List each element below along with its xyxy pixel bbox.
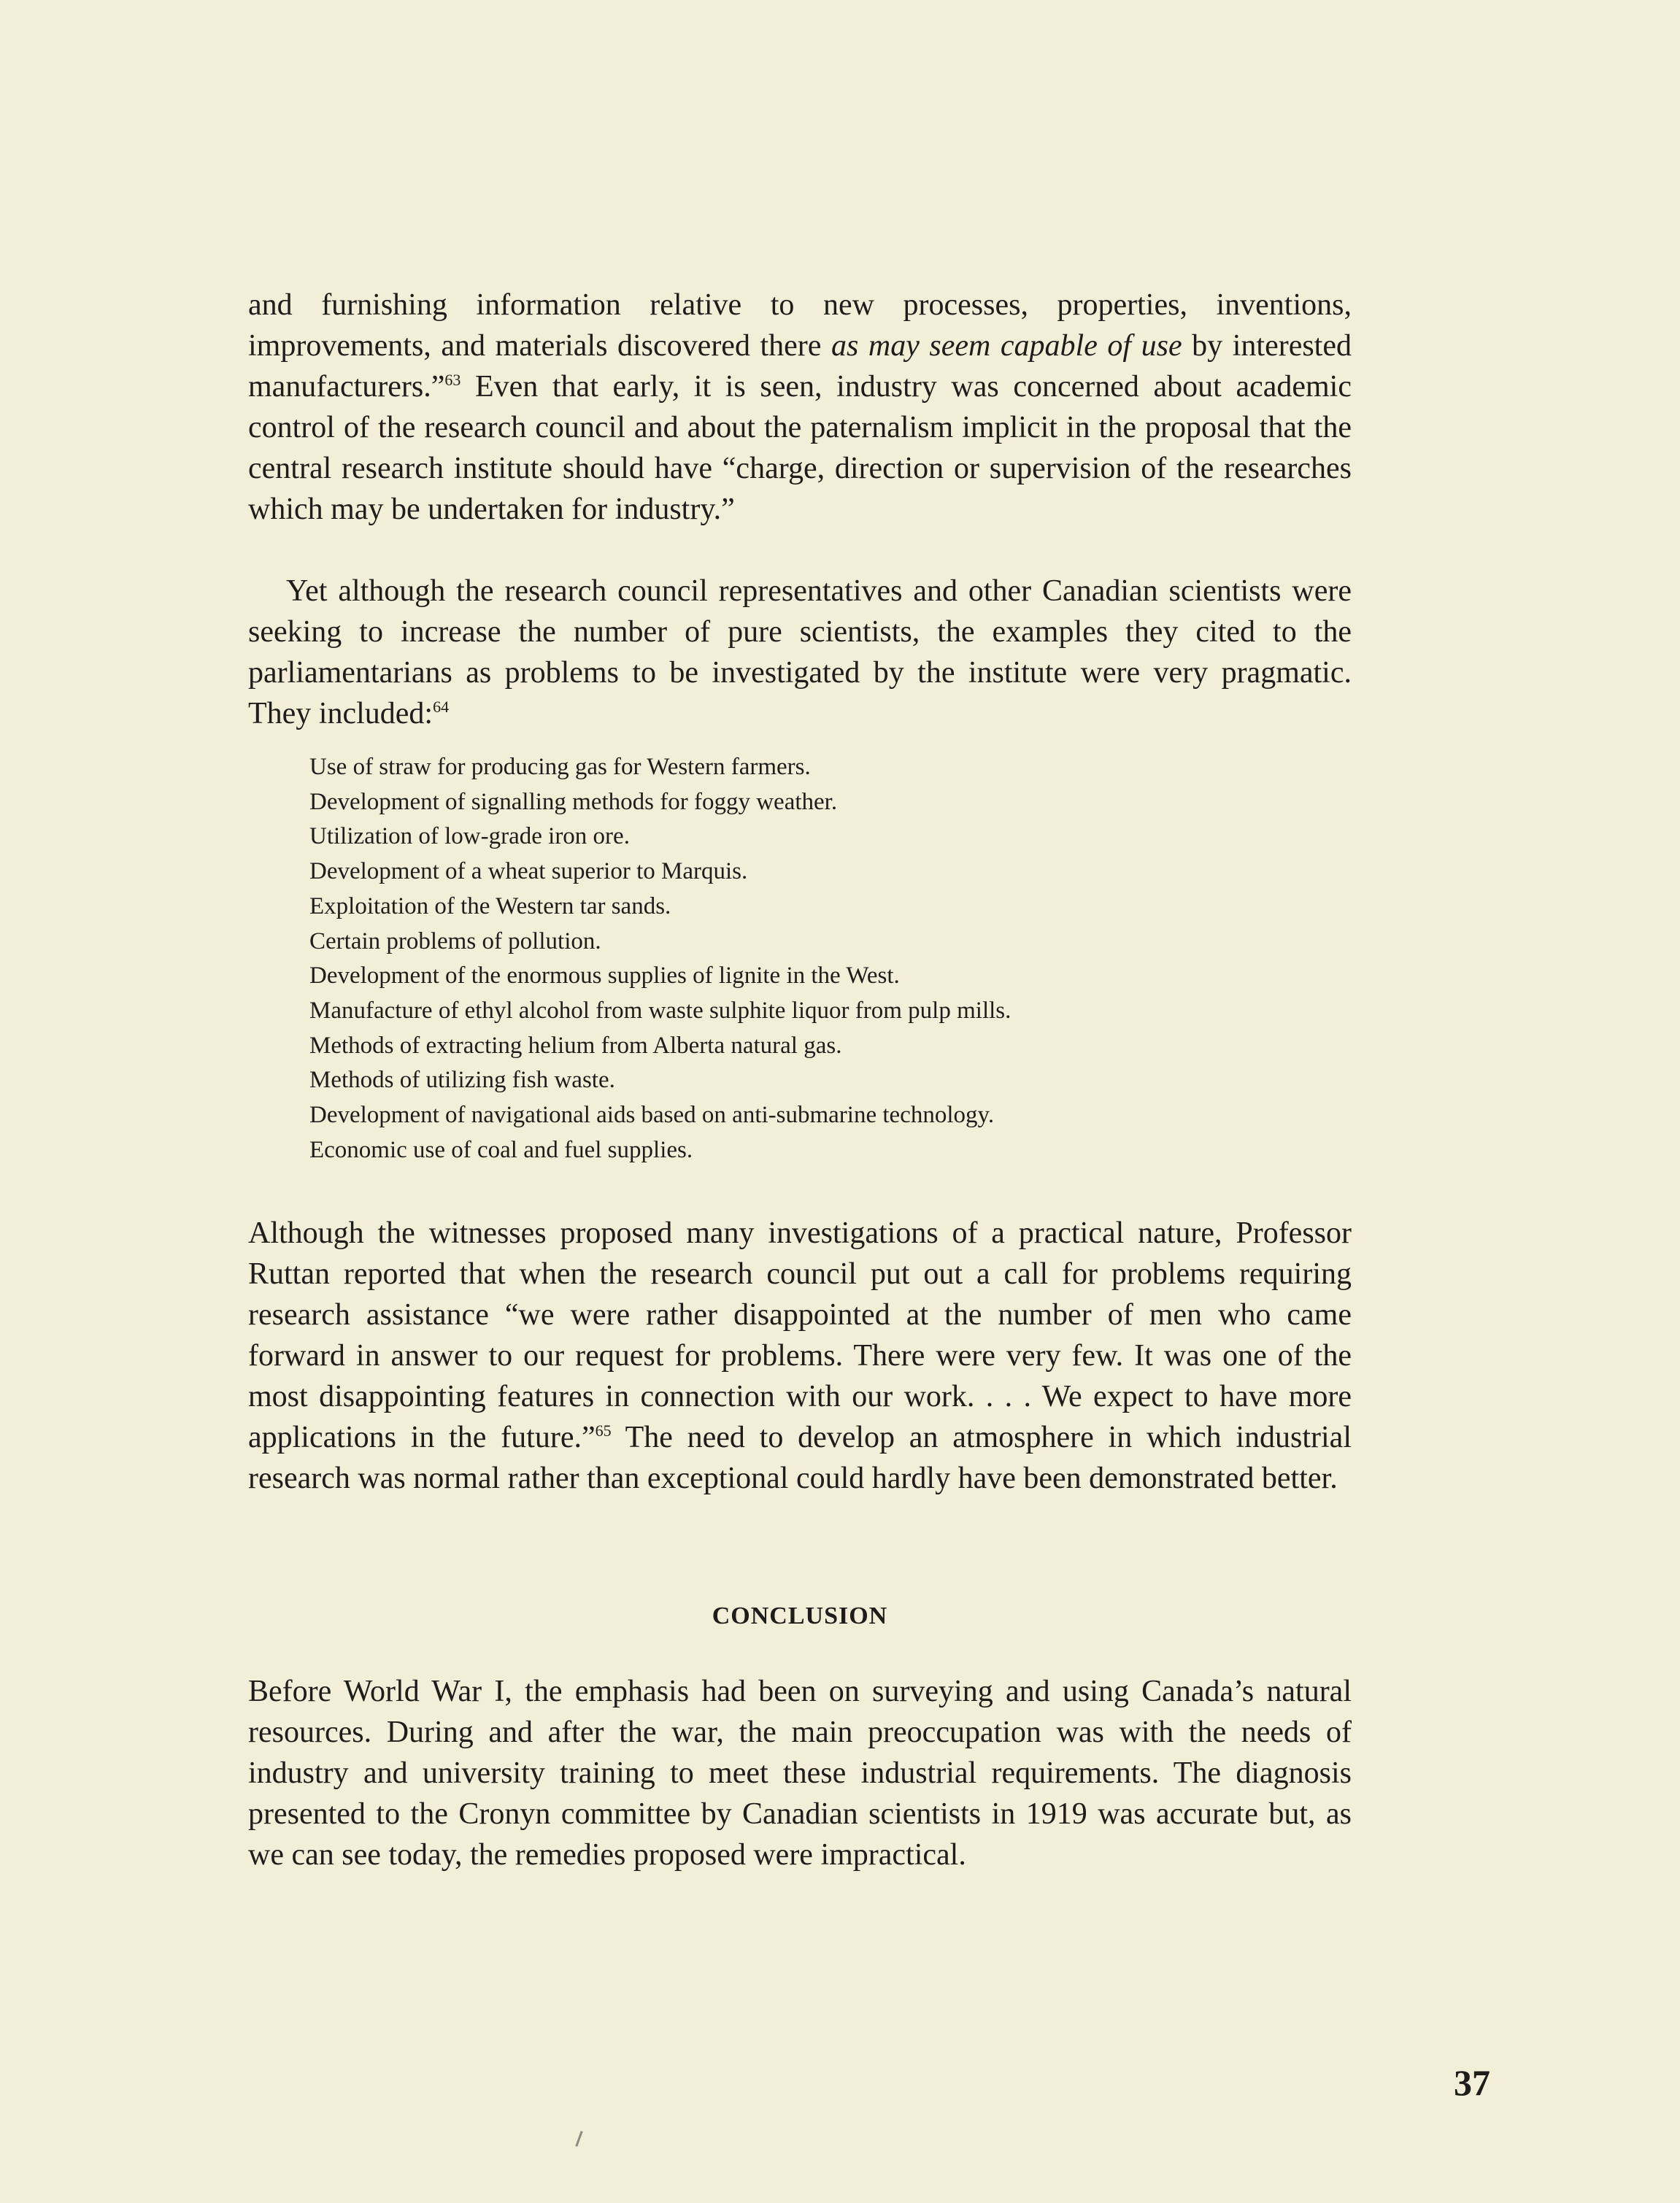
paragraph-1-text-cont: by interested manufacturers.” [248,329,1352,404]
list-item: Development of navigational aids based on anti-submarine technology. [309,1102,995,1129]
paragraph-1 [248,285,1352,530]
list-item: Development of signalling methods for foggy weather. [309,788,838,815]
paragraph-3-text-end: The need to develop an atmosphere in which industrial research was normal rather than exceptional could hardly have been demonstrated better. [248,1421,1352,1495]
paragraph-1-text-end: Even that early, it is seen, industry was concerned about academic control of the research council and about the paternalism implicit in the proposal that the central research institute should have “charge, direction or supervision of the researches which may be undertaken for industry.” [248,370,1352,526]
list-item: Development of a wheat superior to Marquis. [309,858,748,885]
paragraph-3 [248,1213,1352,1499]
list-item: Use of straw for producing gas for Western farmers. [309,754,811,780]
list-item: Utilization of low-grade iron ore. [309,823,630,850]
stray-pen-mark [575,2131,582,2147]
page-number: 37 [1454,2062,1490,2103]
paragraph-2 [248,571,1352,734]
problem-list [309,750,1011,1168]
paragraph-1-text: and furnishing information relative to new processes, properties, inventions, improvements, and materials discovered there [248,288,1352,363]
footnote-ref-63: 63 [444,371,461,389]
list-item: Development of the enormous supplies of lignite in the West. [309,962,900,989]
paragraph-4-text: Before World War I, the emphasis had been on surveying and using Canada’s natural resources. During and after the war, the main preoccupation was with the needs of industry and university training to meet these industrial requirements. The diagnosis presented to the Cronyn committee by Canadian scientists in 1919 was accurate but, as we can see today, the remedies proposed were impractical. [248,1675,1352,1872]
paragraph-4 [248,1671,1352,1875]
paragraph-3-text: Although the witnesses proposed many investigations of a practical nature, Professor Ruttan reported that when the research council put out a call for problems requiring research assistance “we were rather disappointed at the number of men who came forward in answer to our request for problems. There were very few. It was one of the most disappointing features in connection with our work. . . . We expect to have more applications in the future.” [248,1216,1352,1454]
list-item: Exploitation of the Western tar sands. [309,892,671,919]
footnote-ref-64: 64 [433,698,450,716]
footnote-ref-65: 65 [595,1421,612,1440]
list-item: Manufacture of ethyl alcohol from waste sulphite liquor from pulp mills. [309,997,1012,1024]
section-heading: CONCLUSION [712,1602,888,1629]
list-item: Methods of extracting helium from Alberta natural gas. [309,1032,842,1059]
paragraph-2-text: Yet although the research council representatives and other Canadian scientists were seeking to increase the number of pure scientists, the examples they cited to the parliamentarians as problems to be investigated by the institute were very pragmatic. They included: [248,574,1352,730]
list-item: Methods of utilizing fish waste. [309,1067,615,1094]
list-item: Economic use of coal and fuel supplies. [309,1136,693,1163]
list-item: Certain problems of pollution. [309,927,601,954]
paragraph-1-italic: as may seem capable of use [831,329,1182,363]
